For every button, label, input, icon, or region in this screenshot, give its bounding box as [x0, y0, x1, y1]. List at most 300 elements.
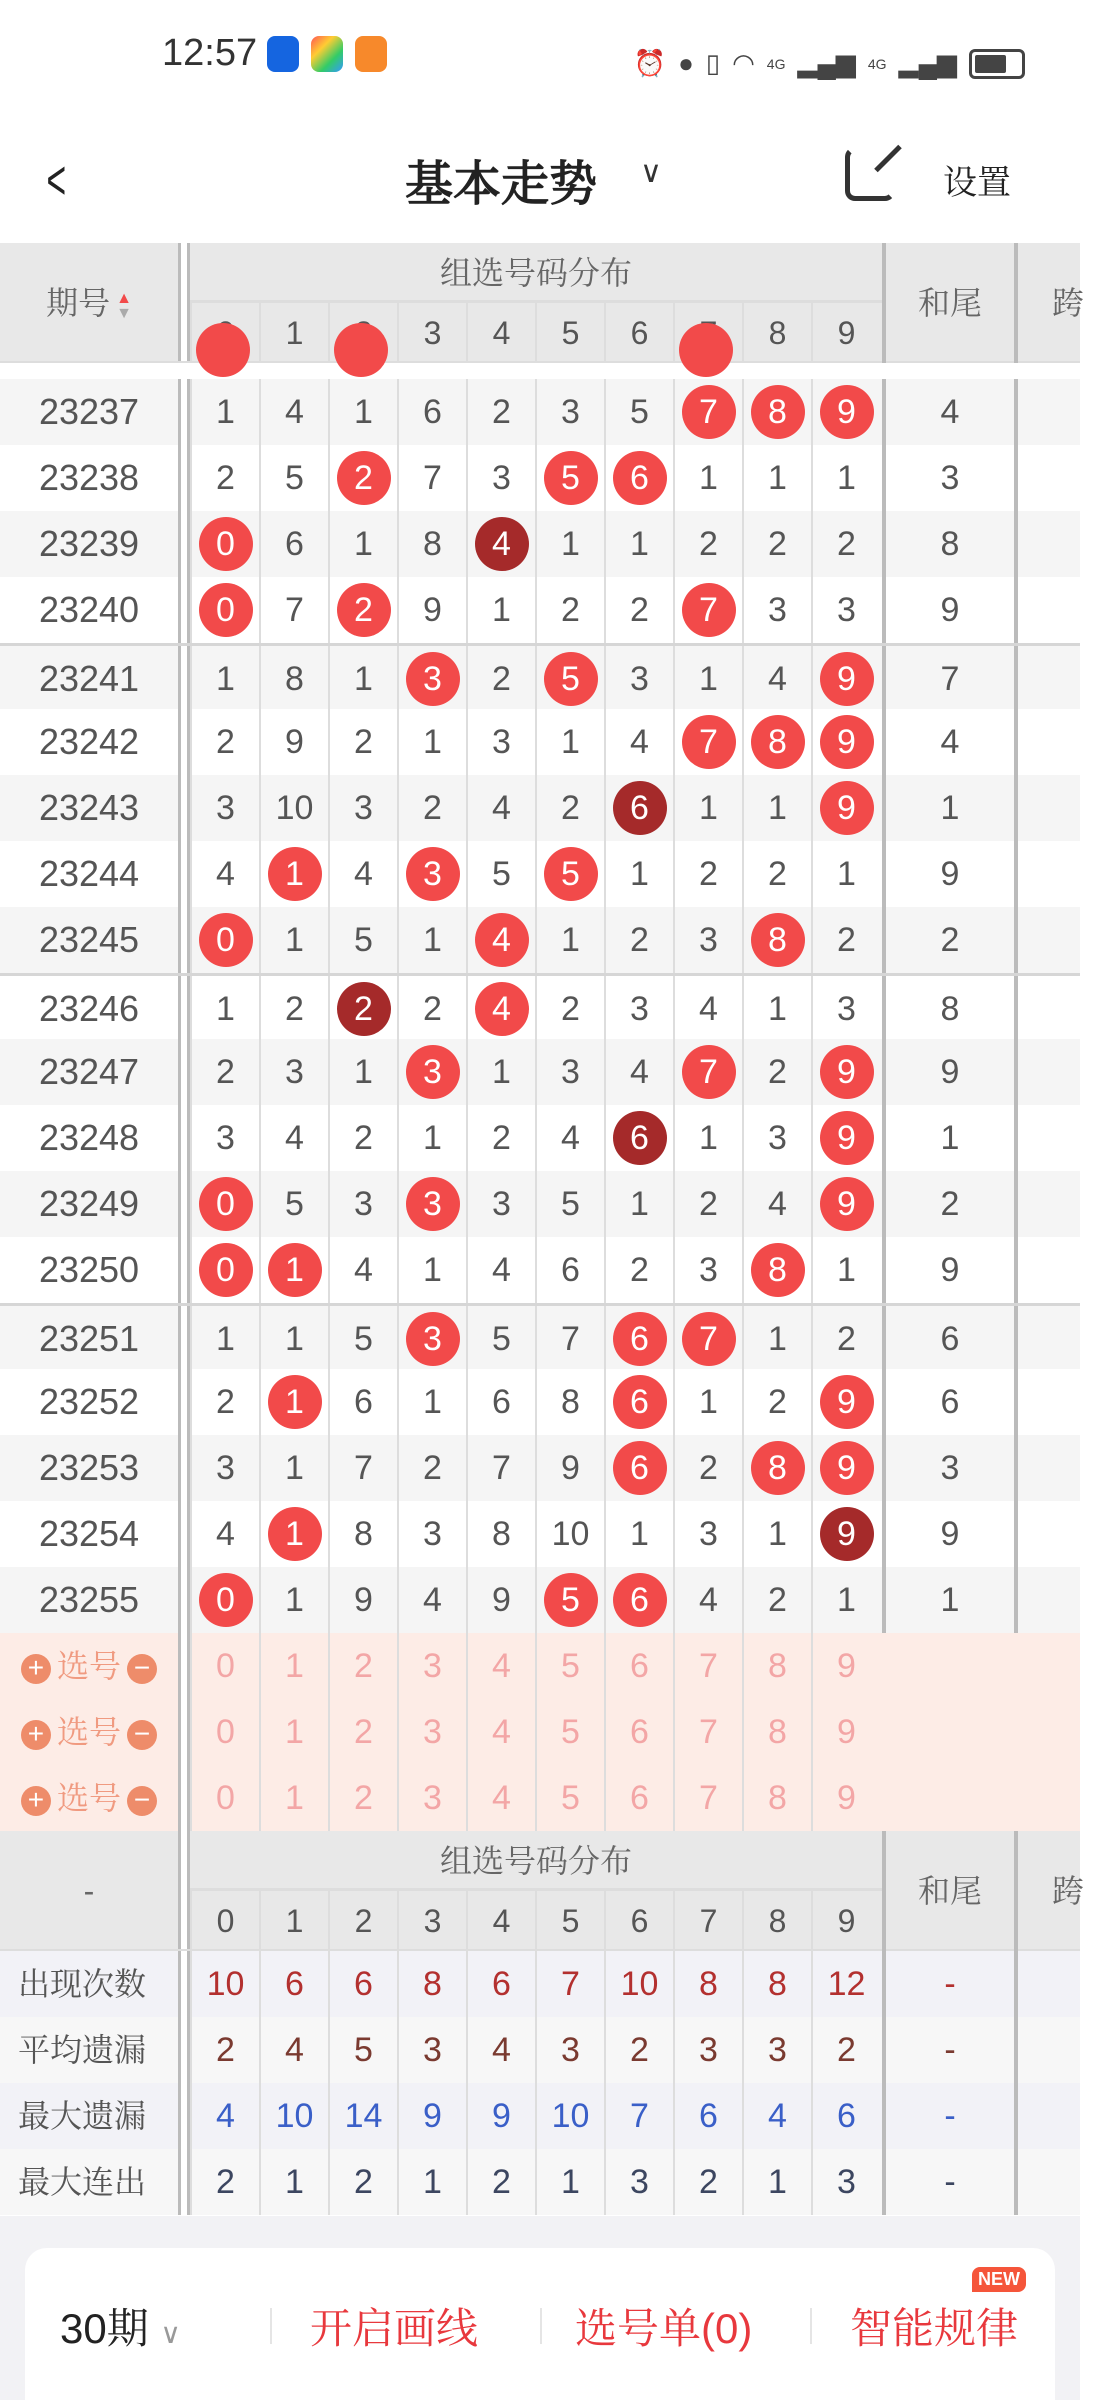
digit-cell [466, 841, 535, 907]
hit-ball: 6 [613, 451, 667, 505]
period-cell: 23244 [38, 853, 140, 894]
omission-value: 5 [354, 921, 373, 959]
pick-digit[interactable]: 0 [190, 1699, 259, 1765]
period-cell: 23237 [38, 391, 140, 432]
stats-value: 9 [397, 2083, 466, 2149]
pick-digit[interactable]: 7 [673, 1633, 742, 1699]
settings-button[interactable]: 设置 [943, 164, 1011, 202]
digit-cell [673, 646, 742, 712]
table-row [0, 445, 1080, 511]
pick-digit[interactable]: 8 [742, 1699, 811, 1765]
digit-cell [190, 976, 259, 1042]
period-count-label: 30期 [60, 2305, 149, 2352]
period-header[interactable] [0, 243, 178, 363]
omission-value: 5 [354, 1320, 373, 1358]
digit-cell [190, 511, 259, 577]
sort-icon[interactable]: ▲ ▼ [116, 289, 132, 322]
hit-ball: 9 [820, 781, 874, 835]
plus-icon[interactable]: + [21, 1720, 51, 1750]
table-row [0, 577, 1080, 643]
table-row [0, 511, 1080, 577]
pick-digit[interactable]: 7 [673, 1765, 742, 1831]
digit-cell [742, 976, 811, 1042]
digit-cell [328, 775, 397, 841]
pick-digit[interactable]: 5 [535, 1633, 604, 1699]
omission-value: 4 [768, 660, 787, 698]
digit-cell [328, 379, 397, 445]
draw-lines-button[interactable]: 开启画线 [310, 2305, 479, 2352]
table-row [0, 841, 1080, 907]
stats-label: 出现次数 [18, 1966, 147, 2002]
digit-cell [535, 445, 604, 511]
omission-value: 6 [423, 393, 442, 431]
digit-cell [259, 709, 328, 775]
period-count-select[interactable] [60, 2296, 181, 2356]
digit-cell [466, 1105, 535, 1171]
divider [178, 511, 190, 577]
pick-digit[interactable]: 1 [259, 1699, 328, 1765]
hewei-header: 和尾 [882, 243, 1014, 363]
omission-value: 5 [492, 1320, 511, 1358]
digit-cell [673, 1369, 742, 1435]
kuadu-cell [1014, 709, 1114, 775]
digit-cell [742, 511, 811, 577]
omission-value: 3 [699, 1515, 718, 1553]
period-cell: 23245 [38, 919, 140, 960]
omission-value: 1 [768, 1515, 787, 1553]
digit-cell [466, 1435, 535, 1501]
pick-digit[interactable]: 2 [328, 1765, 397, 1831]
digit-cell [190, 1501, 259, 1567]
digit-header: 7 [673, 1891, 742, 1951]
pick-digit[interactable]: 6 [604, 1633, 673, 1699]
hit-ball: 6 [613, 1441, 667, 1495]
stats-value: 1 [535, 2149, 604, 2215]
period-cell: 23254 [38, 1513, 140, 1554]
omission-value: 10 [551, 1515, 590, 1553]
pick-digit[interactable]: 8 [742, 1633, 811, 1699]
stats-value: 2 [190, 2149, 259, 2215]
omission-value: 2 [354, 1119, 373, 1157]
table-row [0, 1369, 1080, 1435]
digit-cell [673, 1567, 742, 1633]
kuadu-cell [1014, 577, 1114, 643]
period-header-label: 期号 [46, 285, 111, 321]
pick-digit[interactable]: 4 [466, 1765, 535, 1831]
digit-cell [466, 1237, 535, 1303]
digit-cell [604, 511, 673, 577]
omission-value: 6 [561, 1251, 580, 1289]
omission-value: 1 [216, 1320, 235, 1358]
stats-value: 4 [742, 2083, 811, 2149]
omission-value: 2 [837, 525, 856, 563]
hit-ball: 9 [820, 1441, 874, 1495]
omission-value: 3 [354, 789, 373, 827]
digit-cell [811, 577, 880, 643]
digit-header: 4 [466, 303, 535, 363]
omission-value: 6 [492, 1383, 511, 1421]
hit-ball: 9 [820, 1045, 874, 1099]
digit-cell [742, 1105, 811, 1171]
bulb-app-icon [267, 36, 299, 72]
digit-cell [604, 709, 673, 775]
digit-cell [397, 709, 466, 775]
digit-cell [811, 511, 880, 577]
digit-cell [673, 1039, 742, 1105]
digit-cell [535, 379, 604, 445]
digit-cell [190, 907, 259, 973]
digit-cell [604, 445, 673, 511]
hit-ball: 8 [751, 385, 805, 439]
omission-value: 3 [561, 393, 580, 431]
minus-icon[interactable]: − [127, 1654, 157, 1684]
omission-value: 2 [630, 921, 649, 959]
repeat-ball: 9 [820, 1507, 874, 1561]
table-row [0, 775, 1080, 841]
digit-header: 1 [259, 1891, 328, 1951]
digit-cell [397, 775, 466, 841]
omission-value: 1 [699, 789, 718, 827]
omission-value: 8 [492, 1515, 511, 1553]
pick-digit[interactable]: 3 [397, 1633, 466, 1699]
digit-cell [535, 1369, 604, 1435]
page-title[interactable]: 基本走势 [405, 158, 598, 211]
omission-value: 1 [768, 789, 787, 827]
digit-cell [259, 775, 328, 841]
omission-value: 1 [561, 921, 580, 959]
pick-digit[interactable]: 5 [535, 1699, 604, 1765]
digit-cell [742, 1567, 811, 1633]
share-icon[interactable] [845, 147, 895, 201]
omission-value: 2 [285, 990, 304, 1028]
repeat-ball: 6 [613, 1111, 667, 1165]
digit-header: 1 [259, 303, 328, 363]
hit-ball: 2 [337, 583, 391, 637]
digit-cell [811, 775, 880, 841]
stats-row [0, 2149, 1080, 2215]
stats-hewei: - [882, 2083, 1014, 2149]
stats-value: 9 [466, 2083, 535, 2149]
digit-cell [742, 775, 811, 841]
digit-cell [604, 379, 673, 445]
digit-cell [811, 841, 880, 907]
omission-value: 1 [423, 723, 442, 761]
omission-value: 4 [354, 1251, 373, 1289]
stats-value: 3 [742, 2017, 811, 2083]
stats-value: 2 [811, 2017, 880, 2083]
pick-digit[interactable]: 1 [259, 1765, 328, 1831]
pick-digit[interactable]: 2 [328, 1633, 397, 1699]
hit-ball: 1 [268, 847, 322, 901]
omission-value: 2 [699, 855, 718, 893]
digit-cell [535, 1039, 604, 1105]
digit-cell [328, 1105, 397, 1171]
omission-value: 5 [285, 1185, 304, 1223]
pick-digit[interactable]: 0 [190, 1633, 259, 1699]
hit-ball: 4 [475, 913, 529, 967]
omission-value: 1 [699, 1119, 718, 1157]
table-row [0, 1501, 1080, 1567]
omission-value: 5 [630, 393, 649, 431]
divider [540, 2308, 542, 2344]
digit-cell [673, 511, 742, 577]
digit-cell [397, 1435, 466, 1501]
hewei-cell: 3 [882, 1435, 1014, 1501]
pick-digit[interactable]: 9 [811, 1699, 880, 1765]
period-cell: 23247 [38, 1051, 140, 1092]
omission-value: 2 [561, 789, 580, 827]
digit-cell [397, 1567, 466, 1633]
stats-header-label: - [83, 1873, 95, 1909]
divider [178, 1831, 190, 1949]
table-row [0, 1105, 1080, 1171]
pick-digit[interactable]: 3 [397, 1699, 466, 1765]
kuadu-cell [1014, 1105, 1114, 1171]
omission-value: 9 [492, 1581, 511, 1619]
stats-value: 3 [535, 2017, 604, 2083]
digit-cell [397, 1501, 466, 1567]
digit-cell [535, 841, 604, 907]
digit-cell [397, 511, 466, 577]
pick-label-cell [0, 1765, 178, 1831]
pick-digit[interactable]: 6 [604, 1765, 673, 1831]
stats-hewei: - [882, 1951, 1014, 2017]
stats-kuadu [1014, 2149, 1114, 2215]
digit-cell [190, 1237, 259, 1303]
digit-cell [259, 907, 328, 973]
kuadu-header: 跨 [1014, 243, 1114, 363]
digit-header: 6 [604, 303, 673, 363]
stats-value: 10 [190, 1951, 259, 2017]
pick-digit[interactable]: 8 [742, 1765, 811, 1831]
digit-cell [190, 1435, 259, 1501]
hit-ball: 7 [682, 1312, 736, 1366]
stats-label: 最大遗漏 [18, 2098, 147, 2134]
digit-cell [811, 1369, 880, 1435]
hewei-cell: 8 [882, 976, 1014, 1042]
omission-value: 3 [285, 1053, 304, 1091]
digit-cell [535, 1501, 604, 1567]
omission-value: 1 [285, 1581, 304, 1619]
hewei-cell: 1 [882, 775, 1014, 841]
stats-value: 3 [604, 2149, 673, 2215]
omission-value: 2 [561, 591, 580, 629]
table-row [0, 1171, 1080, 1237]
digit-cell [535, 1567, 604, 1633]
digit-cell [604, 1435, 673, 1501]
table-row [0, 907, 1080, 973]
divider [178, 243, 190, 361]
digit-cell [397, 1039, 466, 1105]
digit-cell [397, 1171, 466, 1237]
repeat-ball: 4 [475, 517, 529, 571]
pick-digit[interactable]: 4 [466, 1633, 535, 1699]
digit-cell [811, 907, 880, 973]
omission-value: 7 [561, 1320, 580, 1358]
digit-cell [673, 1105, 742, 1171]
omission-value: 3 [354, 1185, 373, 1223]
omission-value: 5 [492, 855, 511, 893]
digit-cell [397, 976, 466, 1042]
stats-value: 3 [811, 2149, 880, 2215]
stats-value: 6 [259, 1951, 328, 2017]
digit-cell [190, 1567, 259, 1633]
omission-value: 3 [216, 1119, 235, 1157]
pin-app-icon [311, 36, 343, 72]
hewei-cell: 6 [882, 1369, 1014, 1435]
hit-ball: 7 [682, 583, 736, 637]
pick-digit[interactable]: 6 [604, 1699, 673, 1765]
divider [178, 1306, 190, 1369]
title-bar [0, 107, 1080, 243]
digit-cell [673, 1237, 742, 1303]
omission-value: 3 [492, 1185, 511, 1223]
table-row [0, 643, 1080, 709]
omission-value: 8 [285, 660, 304, 698]
digit-cell [190, 1306, 259, 1372]
ticket-button[interactable]: 选号单(0) [575, 2305, 753, 2352]
period-cell: 23243 [38, 787, 140, 828]
digit-cell [604, 1237, 673, 1303]
hit-ball: 8 [751, 1441, 805, 1495]
new-badge: NEW [972, 2267, 1026, 2292]
omission-value: 4 [423, 1581, 442, 1619]
digit-cell [535, 1171, 604, 1237]
stats-value: 2 [190, 2017, 259, 2083]
digit-cell [328, 1237, 397, 1303]
hewei-cell: 9 [882, 1039, 1014, 1105]
pick-digit[interactable]: 9 [811, 1765, 880, 1831]
digit-cell [673, 445, 742, 511]
stats-kuadu [1014, 1951, 1114, 2017]
omission-value: 2 [768, 1053, 787, 1091]
digit-cell [466, 379, 535, 445]
digit-cell [190, 775, 259, 841]
digit-cell [328, 907, 397, 973]
digit-cell [466, 1039, 535, 1105]
pick-digit[interactable]: 4 [466, 1699, 535, 1765]
omission-value: 2 [837, 921, 856, 959]
omission-value: 1 [423, 1251, 442, 1289]
plus-icon[interactable]: + [21, 1654, 51, 1684]
table-header [0, 243, 1085, 363]
kuadu-cell [1014, 1435, 1114, 1501]
group-header: 组选号码分布 [190, 1831, 882, 1891]
digit-cell [190, 379, 259, 445]
stats-row [0, 1951, 1080, 2017]
digit-cell [466, 709, 535, 775]
omission-value: 9 [354, 1581, 373, 1619]
digit-cell [811, 1306, 880, 1372]
hit-ball: 9 [820, 385, 874, 439]
plus-icon[interactable]: + [21, 1786, 51, 1816]
pick-digit[interactable]: 7 [673, 1699, 742, 1765]
pick-digit[interactable]: 1 [259, 1633, 328, 1699]
digit-cell [673, 1435, 742, 1501]
digit-cell [328, 511, 397, 577]
divider [178, 646, 190, 709]
network-type-2: 4G [867, 55, 887, 72]
stats-value: 7 [535, 1951, 604, 2017]
omission-value: 1 [354, 393, 373, 431]
digit-cell [604, 1501, 673, 1567]
digit-cell [535, 1435, 604, 1501]
omission-value: 1 [699, 459, 718, 497]
digit-cell [397, 1105, 466, 1171]
digit-cell [673, 1501, 742, 1567]
omission-value: 1 [837, 1251, 856, 1289]
divider [178, 775, 190, 841]
digit-cell [742, 1435, 811, 1501]
omission-value: 1 [285, 921, 304, 959]
digit-cell [259, 1039, 328, 1105]
digit-cell [466, 1171, 535, 1237]
digit-cell [328, 445, 397, 511]
digit-cell [259, 445, 328, 511]
digit-cell [742, 1039, 811, 1105]
period-cell: 23241 [38, 658, 140, 699]
kuadu-cell [1014, 1171, 1114, 1237]
period-cell: 23252 [38, 1381, 140, 1422]
digit-cell [742, 1237, 811, 1303]
pick-digit[interactable]: 9 [811, 1633, 880, 1699]
omission-value: 3 [768, 1119, 787, 1157]
kuadu-cell [1014, 511, 1114, 577]
digit-cell [673, 907, 742, 973]
omission-value: 2 [216, 459, 235, 497]
divider [178, 577, 190, 643]
digit-cell [397, 907, 466, 973]
omission-value: 5 [561, 1185, 580, 1223]
pick-digit[interactable]: 3 [397, 1765, 466, 1831]
pick-digit[interactable]: 0 [190, 1765, 259, 1831]
omission-value: 1 [354, 525, 373, 563]
hit-ball: 7 [682, 385, 736, 439]
digit-cell [742, 1369, 811, 1435]
digit-cell [259, 841, 328, 907]
pick-digit[interactable]: 5 [535, 1765, 604, 1831]
omission-value: 1 [561, 723, 580, 761]
hit-ball: 9 [820, 1177, 874, 1231]
digit-cell [328, 1369, 397, 1435]
divider [178, 1633, 190, 1699]
period-cell: 23246 [38, 988, 140, 1029]
kuadu-cell [1014, 1567, 1114, 1633]
hewei-cell: 1 [882, 1567, 1014, 1633]
minus-icon[interactable]: − [127, 1786, 157, 1816]
pick-digit[interactable]: 2 [328, 1699, 397, 1765]
omission-value: 2 [768, 1581, 787, 1619]
minus-icon[interactable]: − [127, 1720, 157, 1750]
digit-cell [259, 646, 328, 712]
back-icon[interactable]: < [46, 148, 67, 211]
chevron-down-icon[interactable]: ∨ [640, 156, 662, 189]
stats-value: 1 [259, 2149, 328, 2215]
digit-cell [811, 1237, 880, 1303]
digit-cell [604, 1567, 673, 1633]
omission-value: 3 [216, 1449, 235, 1487]
hit-ball: 3 [406, 652, 460, 706]
digit-header: 0 [190, 1891, 259, 1951]
hit-ball: 9 [820, 652, 874, 706]
omission-value: 8 [354, 1515, 373, 1553]
pick-row [0, 1633, 1080, 1699]
digit-cell [466, 577, 535, 643]
divider [178, 1237, 190, 1303]
hewei-cell: 9 [882, 1237, 1014, 1303]
digit-cell [190, 1105, 259, 1171]
smart-pattern-button[interactable]: 智能规律 [850, 2305, 1019, 2352]
